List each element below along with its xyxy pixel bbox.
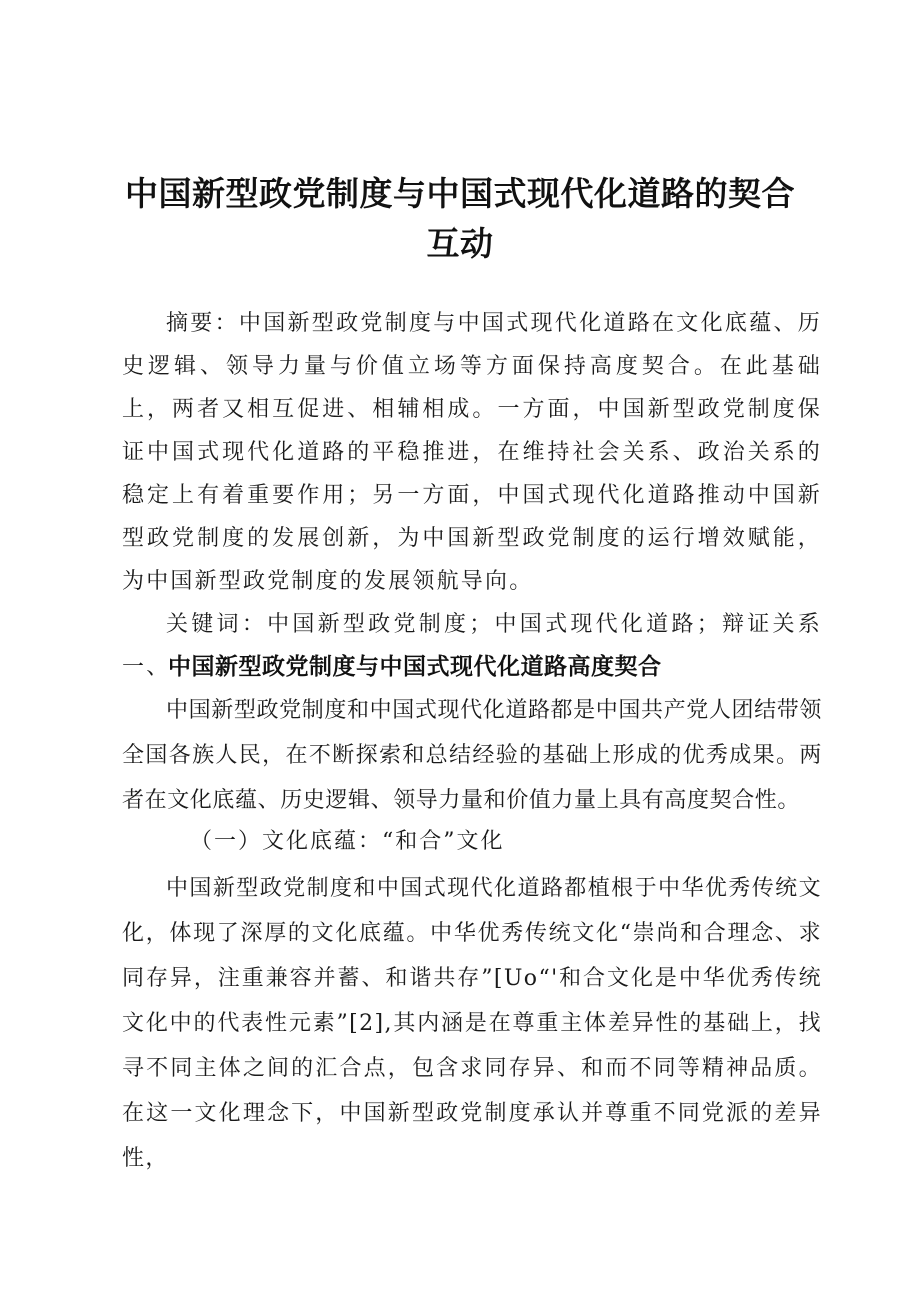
subsection-heading: （一）文化底蕴：“和合”文化 — [190, 829, 505, 854]
body-paragraph-2: 中国新型政党制度和中国式现代化道路都植根于中华优秀传统文化，体现了深厚的文化底蕴。中华优秀传统文化“崇尚和合理念、求同存异，注重兼容并蓄、和谐共存”[Uo“'和合文化是中华优秀传统文化中的代表性元素”[2],其内涵是在尊重主体差异性的基础上，找寻不同主体之间的汇合点，包含求同存异、和而不同等精神品质。在这一文化理念下，中国新型政党制度承认并尊重不同党派的差异性， — [122, 876, 822, 1171]
abstract-paragraph: 摘要：中国新型政党制度与中国式现代化道路在文化底蕴、历史逻辑、领导力量与价值立场等方面保持高度契合。在此基础上，两者又相互促进、相辅相成。一方面，中国新型政党制度保证中国式现代化道路的平稳推进，在维持社会关系、政治关系的稳定上有着重要作用；另一方面，中国式现代化道路推动中国新型政党制度的发展创新，为中国新型政党制度的运行增效赋能，为中国新型政党制度的发展领航导向。 — [122, 311, 822, 594]
section-heading: 中国新型政党制度与中国式现代化道路高度契合 — [168, 654, 662, 680]
document-title-continued: 互动 — [426, 224, 494, 263]
document-title: 中国新型政党制度与中国式现代化道路的契合 — [125, 174, 795, 213]
keywords-line: 关键词：中国新型政党制度；中国式现代化道路；辩证关系一、 — [122, 612, 822, 680]
body-paragraph-1: 中国新型政党制度和中国式现代化道路都是中国共产党人团结带领全国各族人民，在不断探索和总结经验的基础上形成的优秀成果。两者在文化底蕴、历史逻辑、领导力量和价值力量上具有高度契合性。 — [122, 698, 822, 813]
